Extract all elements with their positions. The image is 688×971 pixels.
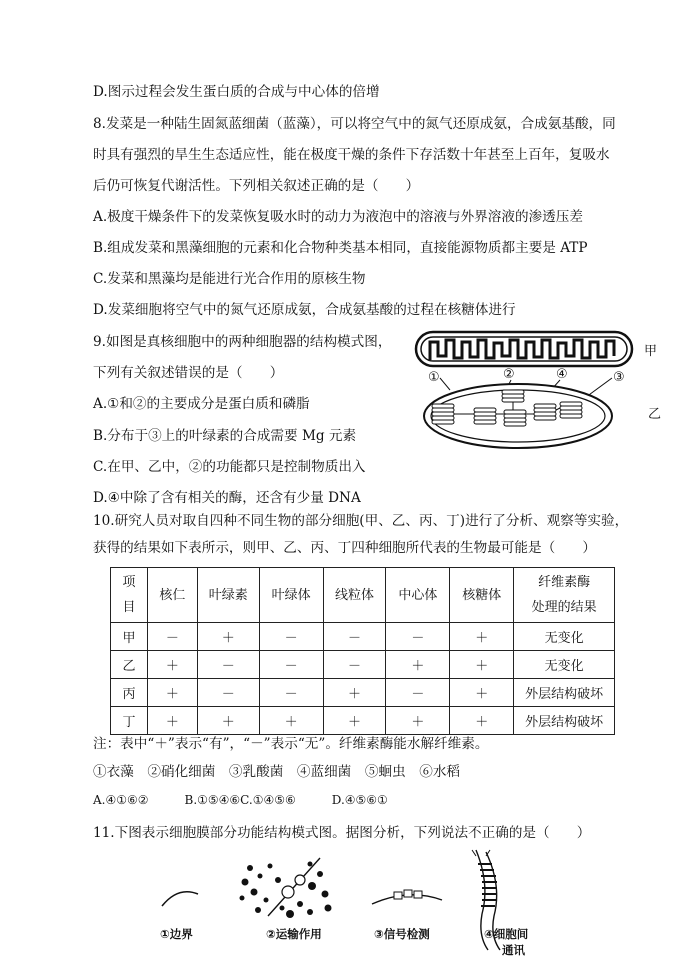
label-boundary: ①边界 — [160, 927, 193, 941]
q8-option-b: B.组成发菜和黑藻细胞的元素和化合物种类基本相同，直接能源物质都主要是 ATP — [93, 240, 588, 256]
label-signal-detection: ③信号检测 — [374, 927, 430, 941]
label-cell-communication-2: 通讯 — [502, 943, 525, 957]
table-cell: ＋ — [259, 707, 323, 735]
q10-choices: A.④①⑥② B.①⑤④⑥C.①④⑤⑥ D.④⑤⑥① — [93, 793, 388, 807]
marker-4: ④ — [556, 367, 568, 382]
q10-stem-line2: 获得的结果如下表所示，则甲、乙、丙、丁四种细胞所代表的生物最可能是（ ） — [93, 540, 596, 556]
label-jia: 甲 — [644, 344, 658, 359]
q8-stem-line3: 后仍可恢复代谢活性。下列相关叙述正确的是（ ） — [93, 178, 420, 194]
table-cell: ＋ — [147, 679, 197, 707]
table-cell: － — [323, 623, 386, 651]
q8-option-c: C.发菜和黑藻均是能进行光合作用的原核生物 — [93, 271, 366, 287]
q9-option-b: B.分布于③上的叶绿素的合成需要 Mg 元素 — [93, 428, 357, 444]
table-note: 注：表中“＋”表示“有”，“－”表示“无”。纤维素酶能水解纤维素。 — [93, 736, 489, 752]
row-name: 丁 — [111, 707, 148, 735]
label-cell-communication: ④细胞间 — [484, 927, 529, 941]
table-header-row — [111, 568, 615, 623]
table-cell: ＋ — [147, 651, 197, 679]
q7-option-d: D.图示过程会发生蛋白质的合成与中心体的倍增 — [93, 84, 380, 100]
table-cell: ＋ — [450, 679, 514, 707]
table-cell: 无变化 — [514, 651, 615, 679]
table-cell: ＋ — [323, 707, 386, 735]
table-cell: － — [197, 651, 259, 679]
table-cell: － — [259, 623, 323, 651]
header-ribosome: 核糖体 — [450, 568, 514, 623]
table-cell: ＋ — [386, 651, 450, 679]
table-cell: ＋ — [450, 707, 514, 735]
table-cell: － — [147, 623, 197, 651]
table-cell: ＋ — [147, 707, 197, 735]
table-cell: － — [259, 651, 323, 679]
table-cell: ＋ — [323, 679, 386, 707]
q9-stem-line1: 9.如图是真核细胞中的两种细胞器的结构模式图， — [93, 334, 392, 350]
marker-2: ② — [503, 367, 515, 382]
table-cell: 外层结构破坏 — [514, 707, 615, 735]
q11-stem: 11.下图表示细胞膜部分功能结构模式图。据图分析，下列说法不正确的是（ ） — [93, 825, 591, 841]
q9-option-d: D.④中除了含有相关的酶，还含有少量 DNA — [93, 490, 361, 506]
header-chloroplast: 叶绿体 — [259, 568, 323, 623]
chloroplast-figure — [424, 384, 612, 448]
q9-option-c: C.在甲、乙中，②的功能都只是控制物质出入 — [93, 459, 366, 475]
header-cellulase-result: 纤维素酶 处理的结果 — [514, 568, 615, 623]
table-row — [111, 707, 615, 735]
header-centrosome: 中心体 — [386, 568, 450, 623]
label-transport: ②运输作用 — [266, 927, 322, 941]
table-cell: 无变化 — [514, 623, 615, 651]
label-yi: 乙 — [648, 407, 662, 422]
table-cell: ＋ — [450, 623, 514, 651]
q8-stem-line1: 8.发菜是一种陆生固氮蓝细菌（蓝藻），可以将空气中的氮气还原成氨，合成氨基酸，同 — [93, 116, 616, 132]
cell-analysis-table — [110, 567, 615, 735]
marker-3: ③ — [613, 370, 625, 385]
table-cell: ＋ — [386, 707, 450, 735]
marker-1: ① — [428, 370, 440, 385]
table-row — [111, 679, 615, 707]
q9-option-a: A.①和②的主要成分是蛋白质和磷脂 — [93, 396, 310, 412]
table-cell: 外层结构破坏 — [514, 679, 615, 707]
table-row — [111, 623, 615, 651]
header-item: 项 目 — [111, 568, 148, 623]
organism-options: ①衣藻 ②硝化细菌 ③乳酸菌 ④蓝细菌 ⑤蛔虫 ⑥水稻 — [93, 764, 461, 780]
mitochondrion-figure — [416, 332, 632, 366]
membrane-function-diagram — [150, 846, 530, 966]
q10-stem-line1: 10.研究人员对取自四种不同生物的部分细胞(甲、乙、丙、丁)进行了分析、观察等实验， — [93, 513, 629, 529]
q9-stem-line2: 下列有关叙述错误的是（ ） — [93, 365, 284, 381]
row-name: 乙 — [111, 651, 148, 679]
table-cell: ＋ — [197, 707, 259, 735]
row-name: 丙 — [111, 679, 148, 707]
header-mitochondria: 线粒体 — [323, 568, 386, 623]
table-cell: － — [197, 679, 259, 707]
organelle-diagram — [410, 328, 680, 460]
header-nucleolus: 核仁 — [147, 568, 197, 623]
table-cell: ＋ — [450, 651, 514, 679]
table-cell: － — [386, 623, 450, 651]
table-cell: ＋ — [197, 623, 259, 651]
header-chlorophyll: 叶绿素 — [197, 568, 259, 623]
table-cell: － — [386, 679, 450, 707]
q8-option-a: A.极度干燥条件下的发菜恢复吸水时的动力为液泡中的溶液与外界溶液的渗透压差 — [93, 209, 583, 225]
q8-stem-line2: 时具有强烈的旱生生态适应性，能在极度干燥的条件下存活数十年甚至上百年，复吸水 — [93, 147, 610, 163]
table-row — [111, 651, 615, 679]
row-name: 甲 — [111, 623, 148, 651]
q8-option-d: D.发菜细胞将空气中的氮气还原成氨，合成氨基酸的过程在核糖体进行 — [93, 302, 516, 318]
table-cell: － — [323, 651, 386, 679]
table-cell: － — [259, 679, 323, 707]
